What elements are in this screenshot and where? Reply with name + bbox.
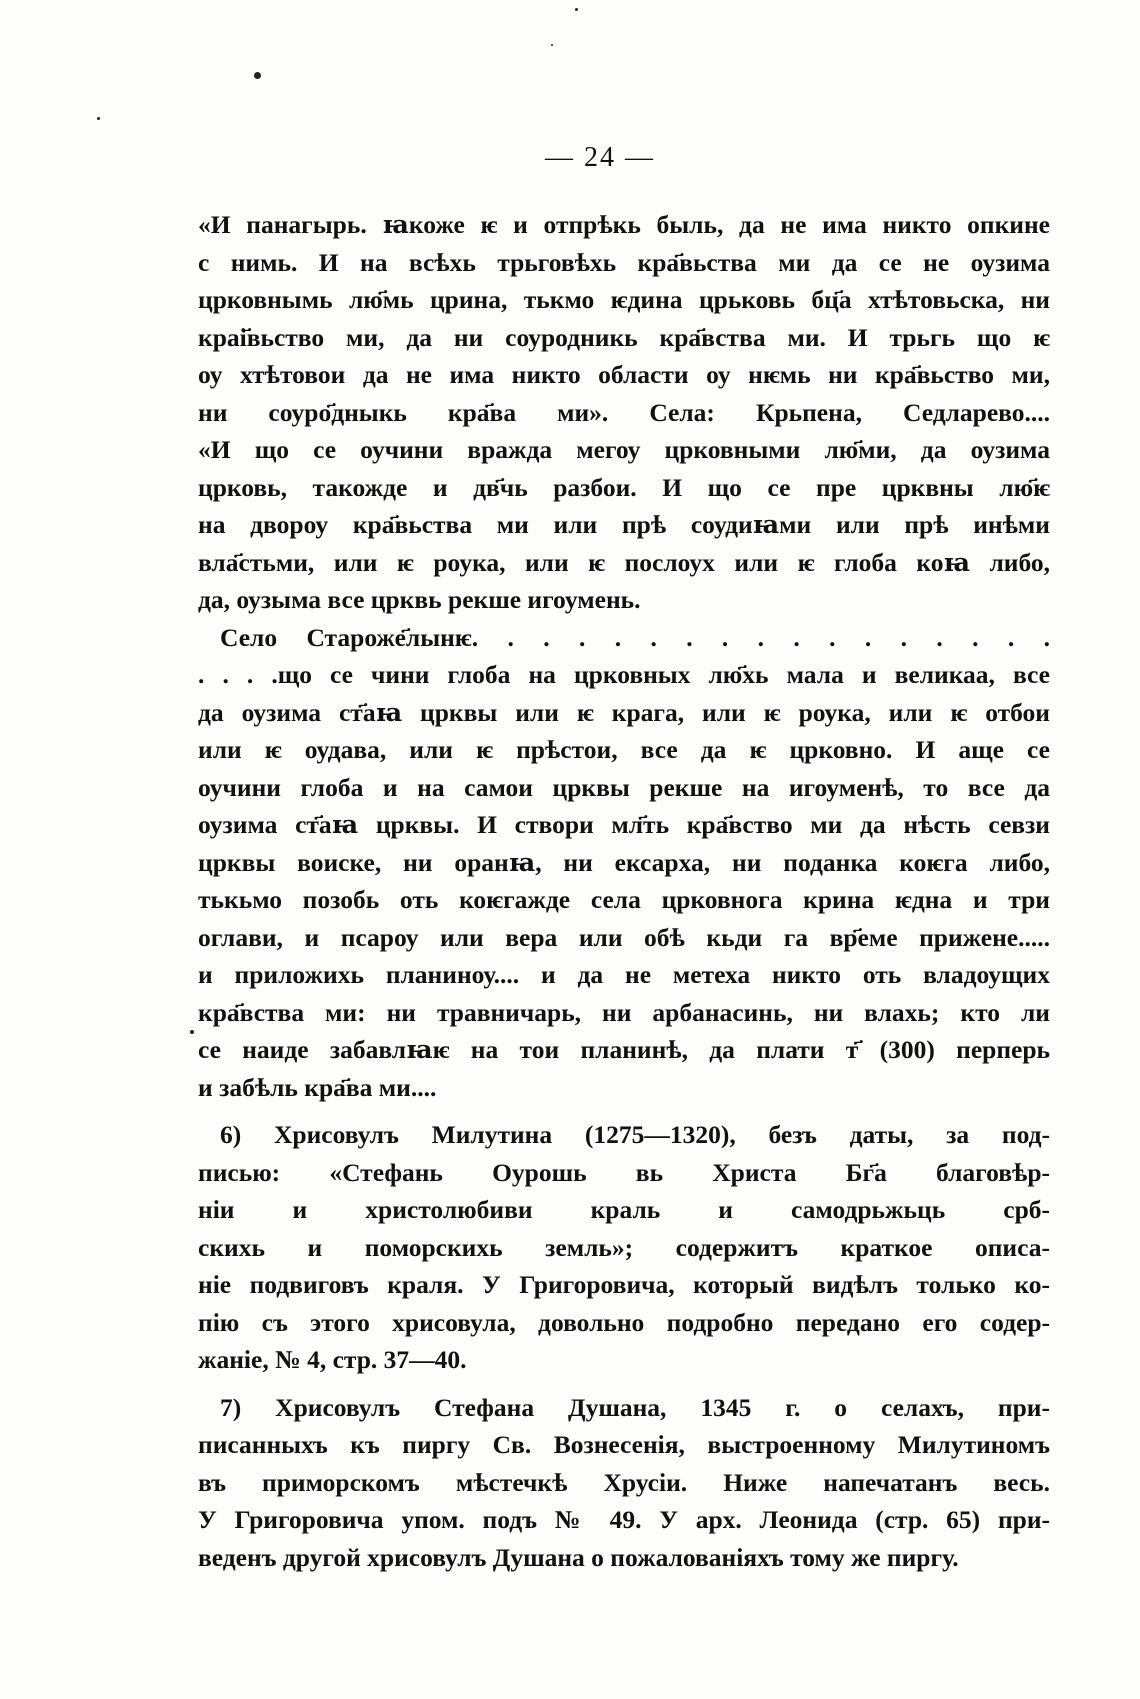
text-line: ни соуро҃дныкь кра҃ва ми». Села: Крьпена, Седларево.... [198, 397, 1050, 427]
text-line: или ѥ оудава, или ѥ прѣстои, все да ѥ црковно. И аще се [198, 735, 1050, 764]
text-line: тькьмо позобь оть коѥгажде села црковнога крина ѥдна и три [198, 885, 1050, 914]
text-line: црквы воиске, ни оранꙗ, ни ексарха, ни поданка коѥга либо, [198, 847, 1050, 877]
text-line: «И що се оучини вражда мегоу црковными лю҃ми, да оузима [198, 435, 1050, 464]
ink-speck [190, 1030, 194, 1034]
text-line: веденъ другой хрисовулъ Душана о пожалованіяхъ тому же пиргу. [198, 1542, 959, 1572]
text-line: Село Староже҃лынѥ. . . . . . . . . . . . . . . . . [220, 622, 1050, 652]
text-line: писью: «Стефань Оурошь вь Христа Бг҃а благовѣр- [198, 1157, 1050, 1187]
text-line: ніе подвиговъ краля. У Григоровича, который видѣлъ только ко- [198, 1270, 1050, 1299]
text-line: оучини глоба и на самои црквы рекше на игоуменѣ, то все да [198, 772, 1050, 802]
text-line: краі҃вьство ми, да ни соуродникь кра҃вства ми. И трьгь що ѥ [198, 322, 1050, 352]
text-line: црковь, такожде и дв҃чь разбои. И що се пре црквны лю҃ѥ [198, 472, 1050, 502]
page-number: — 24 — [545, 142, 655, 173]
text-line: оу хтѣтовои да не има никто области оу нѥмь ни кра҃вьство ми, [198, 360, 1050, 389]
text-line: оузима ст҃аꙗ црквы. И створи мл҃ть кра҃вство ми да нѣсть севзи [198, 810, 1050, 839]
text-line: ніи и христолюбиви краль и самодрьжьць срб- [198, 1195, 1050, 1224]
text-line: и забѣль кра҃ва ми.... [198, 1072, 437, 1102]
text-line: 7) Хрисовулъ Стефана Душана, 1345 г. о селахъ, при- [220, 1392, 1050, 1422]
text-line: пію съ этого хрисовула, довольно подробно передано его содер- [198, 1307, 1050, 1337]
text-line: да оузима ст҃аꙗ црквы или ѥ крага, или ѥ роука, или ѥ отбои [198, 697, 1050, 727]
text-line: на двороу кра҃вьства ми или прѣ соудиꙗми или прѣ инѣми [198, 510, 1050, 539]
text-line: да, оузыма все црквь рекше игоумень. [198, 585, 641, 614]
text-line: се наиде забавлꙗѥ на тои планинѣ, да плати т҃ (300) перперь [198, 1035, 1050, 1064]
text-line: «И панагырь. ꙗкоже ѥ и отпрѣкь быль, да не има никто опкине [198, 210, 1050, 239]
text-line: с нимь. И на всѣхь трьговѣхь кра҃вьства ми да се не оузима [198, 247, 1050, 277]
text-line: писанныхъ къ пиргу Св. Вознесенія, выстроенному Милутиномъ [198, 1430, 1050, 1459]
ink-speck [254, 72, 261, 79]
ink-speck [575, 8, 578, 11]
text-line: вла҃стьми, или ѥ роука, или ѥ послоух или ѥ глоба коꙗ либо, [198, 547, 1050, 577]
text-line: црковнымь лю҃мь црина, тькмо ѥдина црьковь бц҃а хтѣтовьска, ни [198, 285, 1050, 314]
text-line: въ приморскомъ мѣстечкѣ Хрусіи. Ниже напечатанъ весь. [198, 1467, 1050, 1497]
ink-speck [97, 117, 100, 120]
text-line: У Григоровича упом. подъ № 49. У арх. Леонида (стр. 65) при- [198, 1505, 1050, 1534]
text-line: оглави, и псароу или вера или обѣ кьди га вр҃еме прижене..... [198, 922, 1050, 952]
text-line: . . . .що се чини глоба на црковных лю҃хь мала и великаа, все [198, 660, 1050, 689]
ink-speck [551, 44, 553, 46]
body-text [198, 206, 1050, 1576]
text-line: скихь и поморскихь земль»; содержитъ краткое описа- [198, 1232, 1050, 1262]
text-line: 6) Хрисовулъ Милутина (1275—1320), безъ даты, за под- [220, 1120, 1050, 1149]
text-line: кра҃вства ми: ни травничарь, ни арбанасинь, ни влахь; кто ли [198, 997, 1050, 1027]
text-line: и приложихь планиноу.... и да не метеха никто оть владоущих [198, 960, 1050, 989]
text-line: жаніе, № 4, стр. 37—40. [198, 1345, 467, 1374]
